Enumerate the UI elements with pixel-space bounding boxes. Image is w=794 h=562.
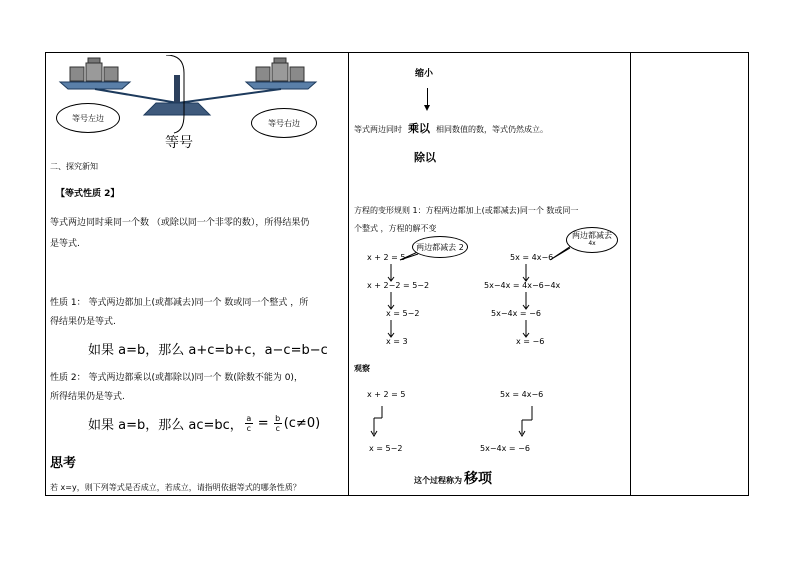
eqB-step-1: 5x = 4x−6 bbox=[510, 253, 554, 262]
right-side-bubble bbox=[251, 108, 317, 138]
eqB-step-2: 5x−4x = 4x−6−4x bbox=[484, 281, 561, 290]
eqA-step-2: x + 2−2 = 5−2 bbox=[367, 281, 430, 290]
multiply-sentence bbox=[354, 120, 548, 136]
observe-label: 观察 bbox=[354, 364, 370, 373]
obsA-top: x + 2 = 5 bbox=[367, 390, 406, 399]
conclusion-prefix: 这个过程称为 bbox=[414, 476, 462, 485]
intro-line-1: 等式两边同时乘同一个数 （或除以同一个非零的数），所得结果仍 bbox=[50, 218, 310, 228]
formula-2 bbox=[88, 414, 320, 433]
left-side-label: 等号左边 bbox=[72, 113, 104, 123]
conclusion-word: 移项 bbox=[464, 471, 492, 487]
conclusion bbox=[414, 468, 492, 488]
property1-line-2: 得结果仍是等式. bbox=[50, 317, 116, 327]
property-box-title: 【等式性质 2】 bbox=[56, 189, 120, 199]
move-term-arrows bbox=[360, 398, 560, 443]
left-weights-icon bbox=[70, 58, 118, 81]
bubble-subtract-4x: 两边都减去 4x bbox=[566, 227, 618, 253]
rule-line-2: 个整式 ，方程的解不变 bbox=[354, 224, 437, 233]
eqB-down-arrows bbox=[520, 262, 540, 342]
right-weights-icon bbox=[256, 58, 304, 81]
bubble-subtract-2: 两边都减去 2 bbox=[412, 236, 468, 258]
rule-line-1: 方程的变形规则 1：方程两边都加上(或都减去)同一个 数或同一 bbox=[354, 206, 579, 215]
multiply-prefix: 等式两边同时 bbox=[354, 125, 402, 134]
eqB-step-4: x = −6 bbox=[516, 337, 545, 346]
formula-2-equals: = bbox=[257, 416, 269, 431]
right-side-label: 等号右边 bbox=[268, 118, 300, 128]
column-divider-2 bbox=[630, 52, 631, 496]
property1-line-1: 性质 1： 等式两边都加上(或都减去)同一个 数或同一个整式 ，所 bbox=[50, 298, 309, 308]
column-divider-1 bbox=[348, 52, 349, 496]
multiply-suffix: 相同数值的数，等式仍然成立。 bbox=[436, 125, 548, 134]
eqB-step-3: 5x−4x = −6 bbox=[491, 309, 541, 318]
equals-sign-label: 等号 bbox=[165, 135, 193, 151]
eqA-step-1: x + 2 = 5 bbox=[367, 253, 406, 262]
property2-line-1: 性质 2： 等式两边都乘以(或都除以)同一个 数(除数不能为 0)， bbox=[50, 373, 303, 383]
eqA-step-3: x = 5−2 bbox=[386, 309, 420, 318]
divide-word: 除以 bbox=[414, 151, 436, 164]
multiply-word: 乘以 bbox=[408, 122, 430, 135]
fraction-b-over-c: $\frac{b}{c}$ bbox=[275, 414, 281, 433]
formula-1: 如果 a=b，那么 a+c=b+c，a−c=b−c bbox=[88, 343, 328, 358]
down-arrow-shaft bbox=[427, 88, 428, 106]
think-question: 若 x=y，则下列等式是否成立，若成立，请指明依据等式的哪条性质？ bbox=[50, 483, 301, 492]
section-heading: 二、探究新知 bbox=[50, 162, 98, 171]
formula-2-suffix: (c≠0) bbox=[283, 416, 321, 431]
property2-line-2: 所得结果仍是等式. bbox=[50, 392, 125, 402]
formula-2-prefix: 如果 a=b，那么 ac=bc， bbox=[88, 418, 243, 433]
obsB-bottom: 5x−4x = −6 bbox=[480, 444, 530, 453]
eqA-down-arrows bbox=[385, 262, 405, 342]
obsB-top: 5x = 4x−6 bbox=[500, 390, 544, 399]
intro-line-2: 是等式. bbox=[50, 239, 80, 249]
down-arrow-icon bbox=[424, 105, 430, 111]
fraction-a-over-c: $\frac{a}{c}$ bbox=[246, 414, 252, 433]
think-heading: 思考 bbox=[50, 456, 77, 471]
shrink-label: 缩小 bbox=[415, 69, 434, 79]
eqA-step-4: x = 3 bbox=[386, 337, 408, 346]
left-side-bubble bbox=[56, 103, 120, 133]
obsA-bottom: x = 5−2 bbox=[369, 444, 403, 453]
